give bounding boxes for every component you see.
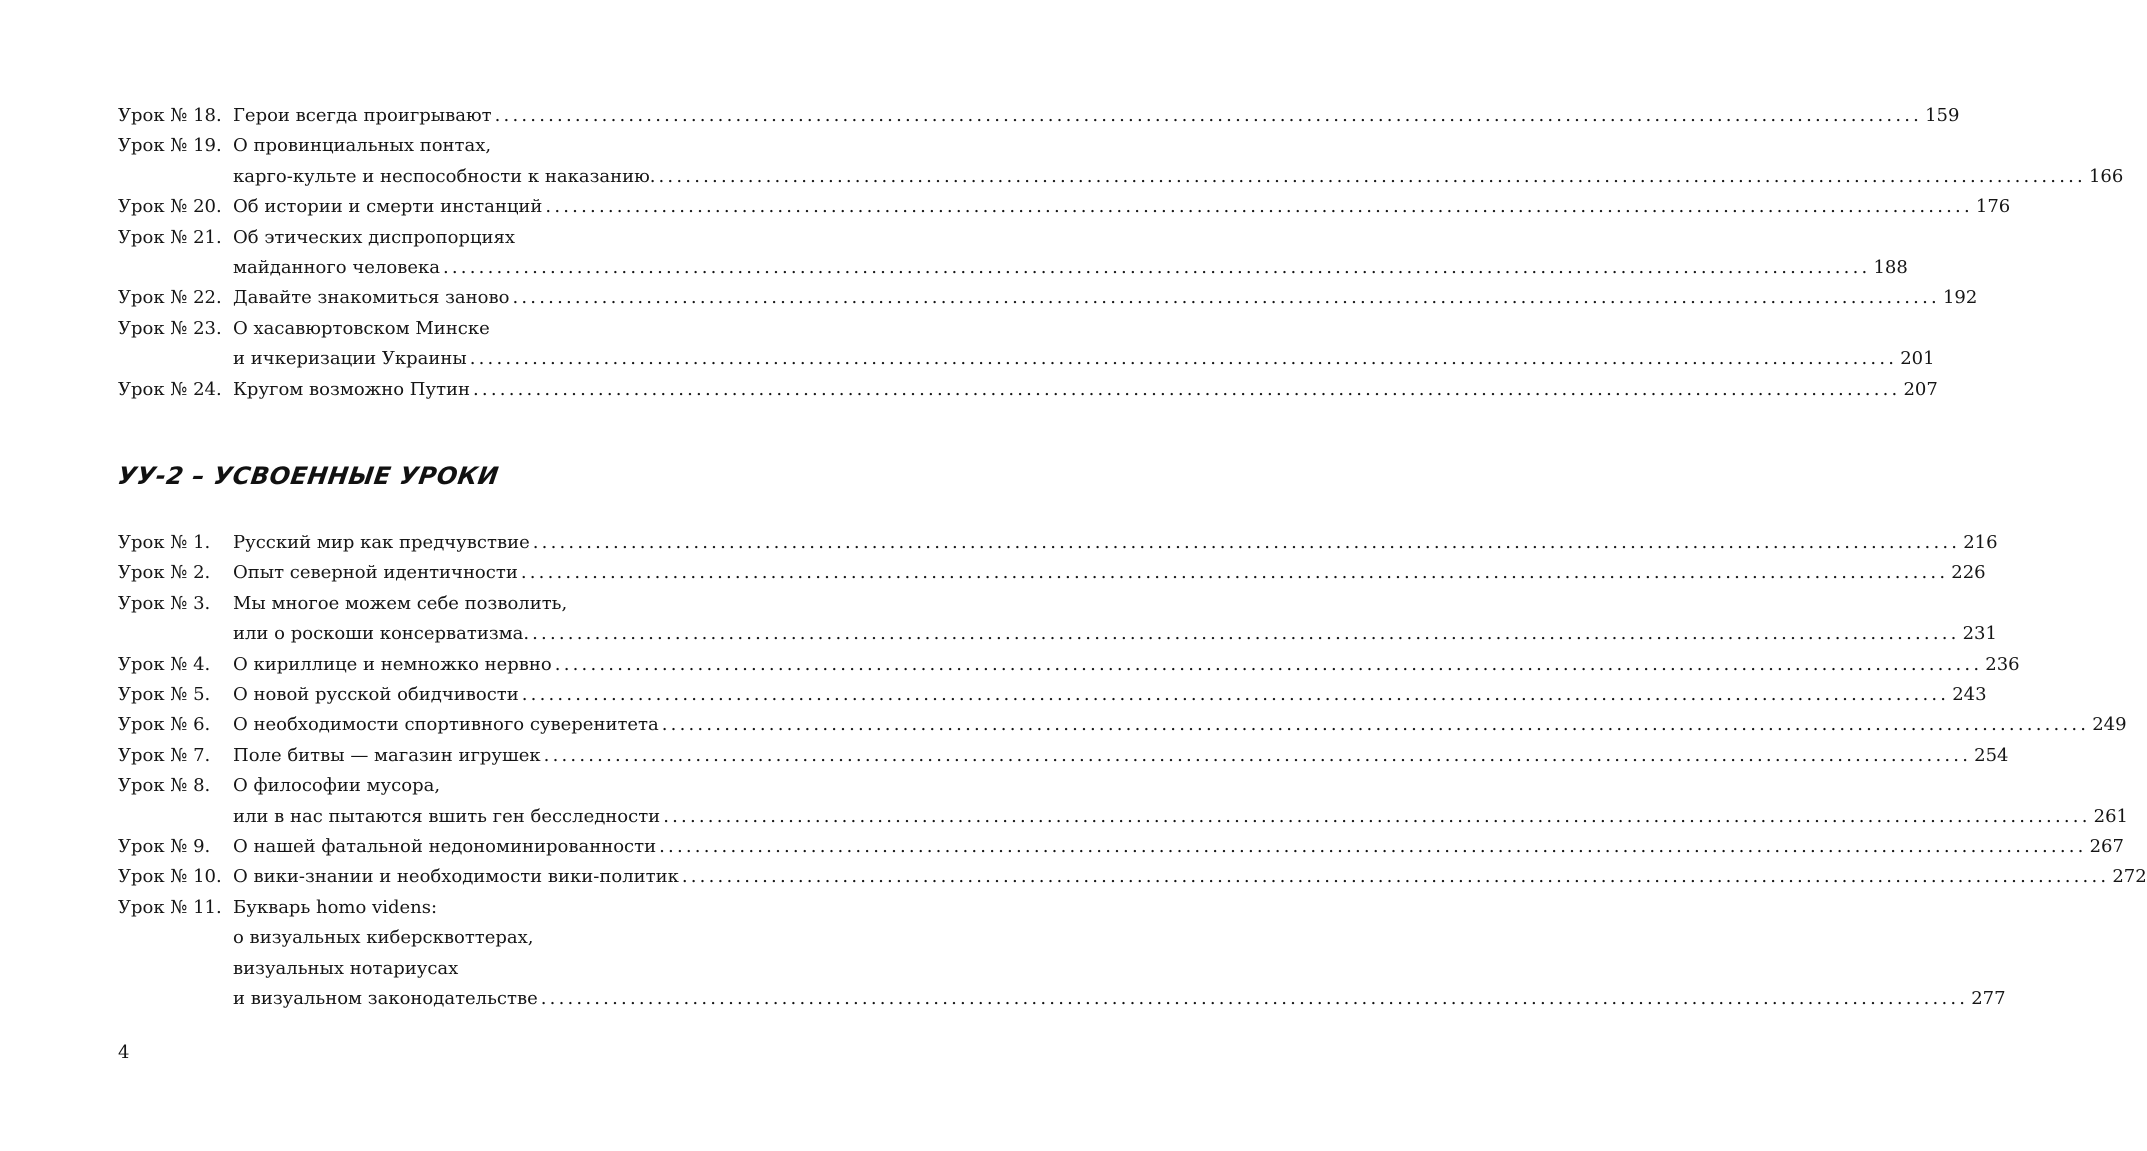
lesson-number: Урок № 2. bbox=[118, 562, 211, 584]
lesson-title-block bbox=[233, 314, 1935, 375]
title-line bbox=[233, 802, 2129, 832]
title-line bbox=[233, 710, 2127, 740]
toc-entry bbox=[118, 192, 2011, 222]
lesson-number: Урок № 1. bbox=[118, 532, 211, 553]
page-reference: 159 bbox=[1925, 105, 1960, 126]
lesson-number: Урок № 20. bbox=[118, 196, 222, 218]
toc-list-section-2 bbox=[118, 528, 2147, 1015]
dot-leader: ................................................................................................................................................................ bbox=[532, 623, 1960, 645]
lesson-title-text: Опыт северной идентичности bbox=[233, 562, 518, 584]
page-reference: 192 bbox=[1942, 287, 1978, 309]
dot-leader: ................................................................................................................................................................ bbox=[473, 378, 1901, 400]
page-reference: 166 bbox=[2088, 165, 2124, 187]
dot-leader: ................................................................................................................................................................ bbox=[659, 836, 2087, 858]
page-reference: 236 bbox=[1985, 653, 2020, 675]
title-line bbox=[233, 131, 758, 161]
lesson-number: Урок № 11. bbox=[118, 896, 222, 918]
dot-leader: ................................................................................................................................................................ bbox=[512, 287, 1940, 309]
lesson-title-block bbox=[233, 558, 1986, 588]
lesson-title-block bbox=[233, 832, 2124, 862]
dot-leader: ................................................................................................................................................................ bbox=[661, 714, 2090, 736]
page-number: 4 bbox=[118, 1042, 130, 1063]
title-line bbox=[233, 954, 758, 984]
lesson-number: Урок № 10. bbox=[118, 866, 222, 888]
lesson-number: Урок № 3. bbox=[118, 592, 211, 614]
dot-leader: ................................................................................................................................................................ bbox=[521, 684, 1950, 706]
title-line bbox=[233, 832, 2124, 862]
toc-entry bbox=[118, 131, 2124, 192]
page-reference: 176 bbox=[1975, 196, 2011, 218]
page-reference: 216 bbox=[1963, 532, 1998, 553]
toc-entry bbox=[118, 314, 1935, 375]
lesson-title-text: Букварь homo videns: bbox=[233, 896, 438, 918]
dot-leader: ................................................................................................................................................................ bbox=[532, 532, 1961, 553]
dot-leader: ................................................................................................................................................................ bbox=[663, 805, 2091, 827]
lesson-title-text: и ичкеризации Украины bbox=[233, 348, 467, 370]
toc-entry bbox=[118, 589, 1997, 650]
toc-entry bbox=[118, 223, 1908, 284]
lesson-title-text: О новой русской обидчивости bbox=[233, 684, 519, 706]
page-reference: 272 bbox=[2112, 866, 2147, 888]
lesson-title-block bbox=[233, 528, 1998, 558]
lesson-title-block bbox=[233, 650, 2020, 680]
lesson-number: Урок № 9. bbox=[118, 836, 211, 858]
page-reference: 277 bbox=[1971, 988, 2006, 1010]
dot-leader: ................................................................................................................................................................ bbox=[681, 866, 2110, 888]
page-reference: 207 bbox=[1903, 378, 1938, 400]
lesson-title-text: Герои всегда проигрывают bbox=[233, 105, 492, 126]
lesson-number: Урок № 4. bbox=[118, 653, 211, 675]
dot-leader: ................................................................................................................................................................ bbox=[494, 105, 1923, 126]
page-reference: 226 bbox=[1951, 562, 1986, 584]
lesson-title-block bbox=[233, 741, 2009, 771]
lesson-number: Урок № 21. bbox=[118, 226, 222, 248]
title-line bbox=[233, 314, 758, 344]
title-line bbox=[233, 558, 1986, 588]
toc-entry bbox=[118, 558, 1986, 588]
dot-leader: ................................................................................................................................................................ bbox=[658, 165, 2086, 187]
lesson-title-block bbox=[233, 375, 1938, 405]
title-line bbox=[233, 162, 2124, 192]
toc-list-section-1 bbox=[118, 101, 2124, 405]
lesson-title-text: Об этических диспропорциях bbox=[233, 226, 516, 248]
lesson-number: Урок № 6. bbox=[118, 714, 211, 736]
lesson-number: Урок № 23. bbox=[118, 317, 222, 339]
title-line bbox=[233, 223, 758, 253]
lesson-title-block bbox=[233, 893, 2006, 1015]
lesson-number: Урок № 7. bbox=[118, 744, 211, 766]
toc-entry bbox=[118, 893, 2006, 1015]
lesson-title-text: Об истории и смерти инстанций bbox=[233, 196, 543, 218]
lesson-title-text: или в нас пытаются вшить ген бесследности bbox=[233, 805, 661, 827]
dot-leader: ................................................................................................................................................................ bbox=[469, 348, 1898, 370]
title-line bbox=[233, 589, 758, 619]
lesson-title-text: О кириллице и немножко нервно bbox=[233, 653, 552, 675]
lesson-title-text: О хасавюртовском Минске bbox=[233, 317, 490, 339]
toc-entry bbox=[118, 680, 1987, 710]
toc-entry bbox=[118, 832, 2124, 862]
lesson-title-text: О философии мусора, bbox=[233, 775, 441, 797]
title-line bbox=[233, 344, 1935, 374]
lesson-title-text: Мы многое можем себе позволить, bbox=[233, 592, 568, 614]
lesson-title-text: майданного человека bbox=[233, 257, 440, 279]
dot-leader: ................................................................................................................................................................ bbox=[545, 196, 1973, 218]
title-line bbox=[233, 650, 2020, 680]
lesson-title-block bbox=[233, 710, 2127, 740]
dot-leader: ................................................................................................................................................................ bbox=[540, 988, 1969, 1010]
lesson-title-block bbox=[233, 680, 1987, 710]
lesson-title-text: Кругом возможно Путин bbox=[233, 378, 471, 400]
lesson-title-block bbox=[233, 192, 2011, 222]
lesson-title-block bbox=[233, 771, 2129, 832]
lesson-title-text: и визуальном законодательстве bbox=[233, 988, 538, 1010]
title-line bbox=[233, 253, 1908, 283]
page-reference: 249 bbox=[2092, 714, 2127, 736]
title-line bbox=[233, 101, 1960, 131]
title-line bbox=[233, 923, 758, 953]
title-line bbox=[233, 192, 2011, 222]
lesson-title-block bbox=[233, 589, 1997, 650]
toc-entry bbox=[118, 528, 1998, 558]
lesson-number: Урок № 8. bbox=[118, 775, 211, 797]
lesson-title-block bbox=[233, 862, 2147, 892]
dot-leader: ................................................................................................................................................................ bbox=[543, 744, 1972, 766]
lesson-title-text: О нашей фатальной недономинированности bbox=[233, 836, 657, 858]
lesson-title-text: визуальных нотариусах bbox=[233, 957, 459, 979]
toc-entry bbox=[118, 710, 2127, 740]
toc-entry bbox=[118, 741, 2009, 771]
section-heading: УУ-2 – УСВОЕННЫЕ УРОКИ bbox=[116, 462, 501, 490]
page-reference: 231 bbox=[1962, 623, 1997, 645]
title-line bbox=[233, 862, 2147, 892]
lesson-title-text: О провинциальных понтах, bbox=[233, 135, 492, 157]
lesson-number: Урок № 19. bbox=[118, 135, 222, 157]
title-line bbox=[233, 283, 1978, 313]
lesson-title-block bbox=[233, 283, 1978, 313]
toc-entry bbox=[118, 283, 1978, 313]
lesson-title-text: о визуальных киберсквоттерах, bbox=[233, 927, 534, 949]
title-line bbox=[233, 680, 1987, 710]
title-line bbox=[233, 771, 758, 801]
lesson-title-block bbox=[233, 101, 1960, 131]
lesson-title-block bbox=[233, 131, 2124, 192]
lesson-title-text: Поле битвы — магазин игрушек bbox=[233, 744, 541, 766]
dot-leader: ................................................................................................................................................................ bbox=[554, 653, 1983, 675]
lesson-title-text: или о роскоши консерватизма. bbox=[233, 623, 530, 645]
title-line bbox=[233, 619, 1997, 649]
title-line bbox=[233, 741, 2009, 771]
toc-entry bbox=[118, 650, 2020, 680]
lesson-number: Урок № 18. bbox=[118, 105, 222, 126]
page-reference: 254 bbox=[1974, 744, 2009, 766]
page-reference: 243 bbox=[1952, 684, 1987, 706]
lesson-title-text: О необходимости спортивного суверенитета bbox=[233, 714, 659, 736]
page-reference: 188 bbox=[1873, 257, 1908, 279]
lesson-number: Урок № 22. bbox=[118, 287, 222, 309]
lesson-title-text: О вики-знании и необходимости вики-политик bbox=[233, 866, 679, 888]
dot-leader: ................................................................................................................................................................ bbox=[442, 257, 1871, 279]
title-line bbox=[233, 893, 758, 923]
lesson-title-text: Русский мир как предчувствие bbox=[233, 532, 530, 553]
title-line bbox=[233, 375, 1938, 405]
lesson-title-block bbox=[233, 223, 1908, 284]
title-line bbox=[233, 528, 1998, 558]
toc-entry bbox=[118, 375, 1938, 405]
dot-leader: ................................................................................................................................................................ bbox=[520, 562, 1949, 584]
page-reference: 201 bbox=[1900, 348, 1935, 370]
lesson-number: Урок № 24. bbox=[118, 378, 222, 400]
lesson-number: Урок № 5. bbox=[118, 684, 211, 706]
lesson-title-text: карго-культе и неспособности к наказанию. bbox=[233, 165, 656, 187]
toc-entry bbox=[118, 862, 2147, 892]
title-line bbox=[233, 984, 2006, 1014]
toc-entry bbox=[118, 771, 2129, 832]
page-reference: 261 bbox=[2093, 805, 2129, 827]
toc-entry bbox=[118, 101, 1960, 131]
page-reference: 267 bbox=[2089, 836, 2124, 858]
lesson-title-text: Давайте знакомиться заново bbox=[233, 287, 510, 309]
